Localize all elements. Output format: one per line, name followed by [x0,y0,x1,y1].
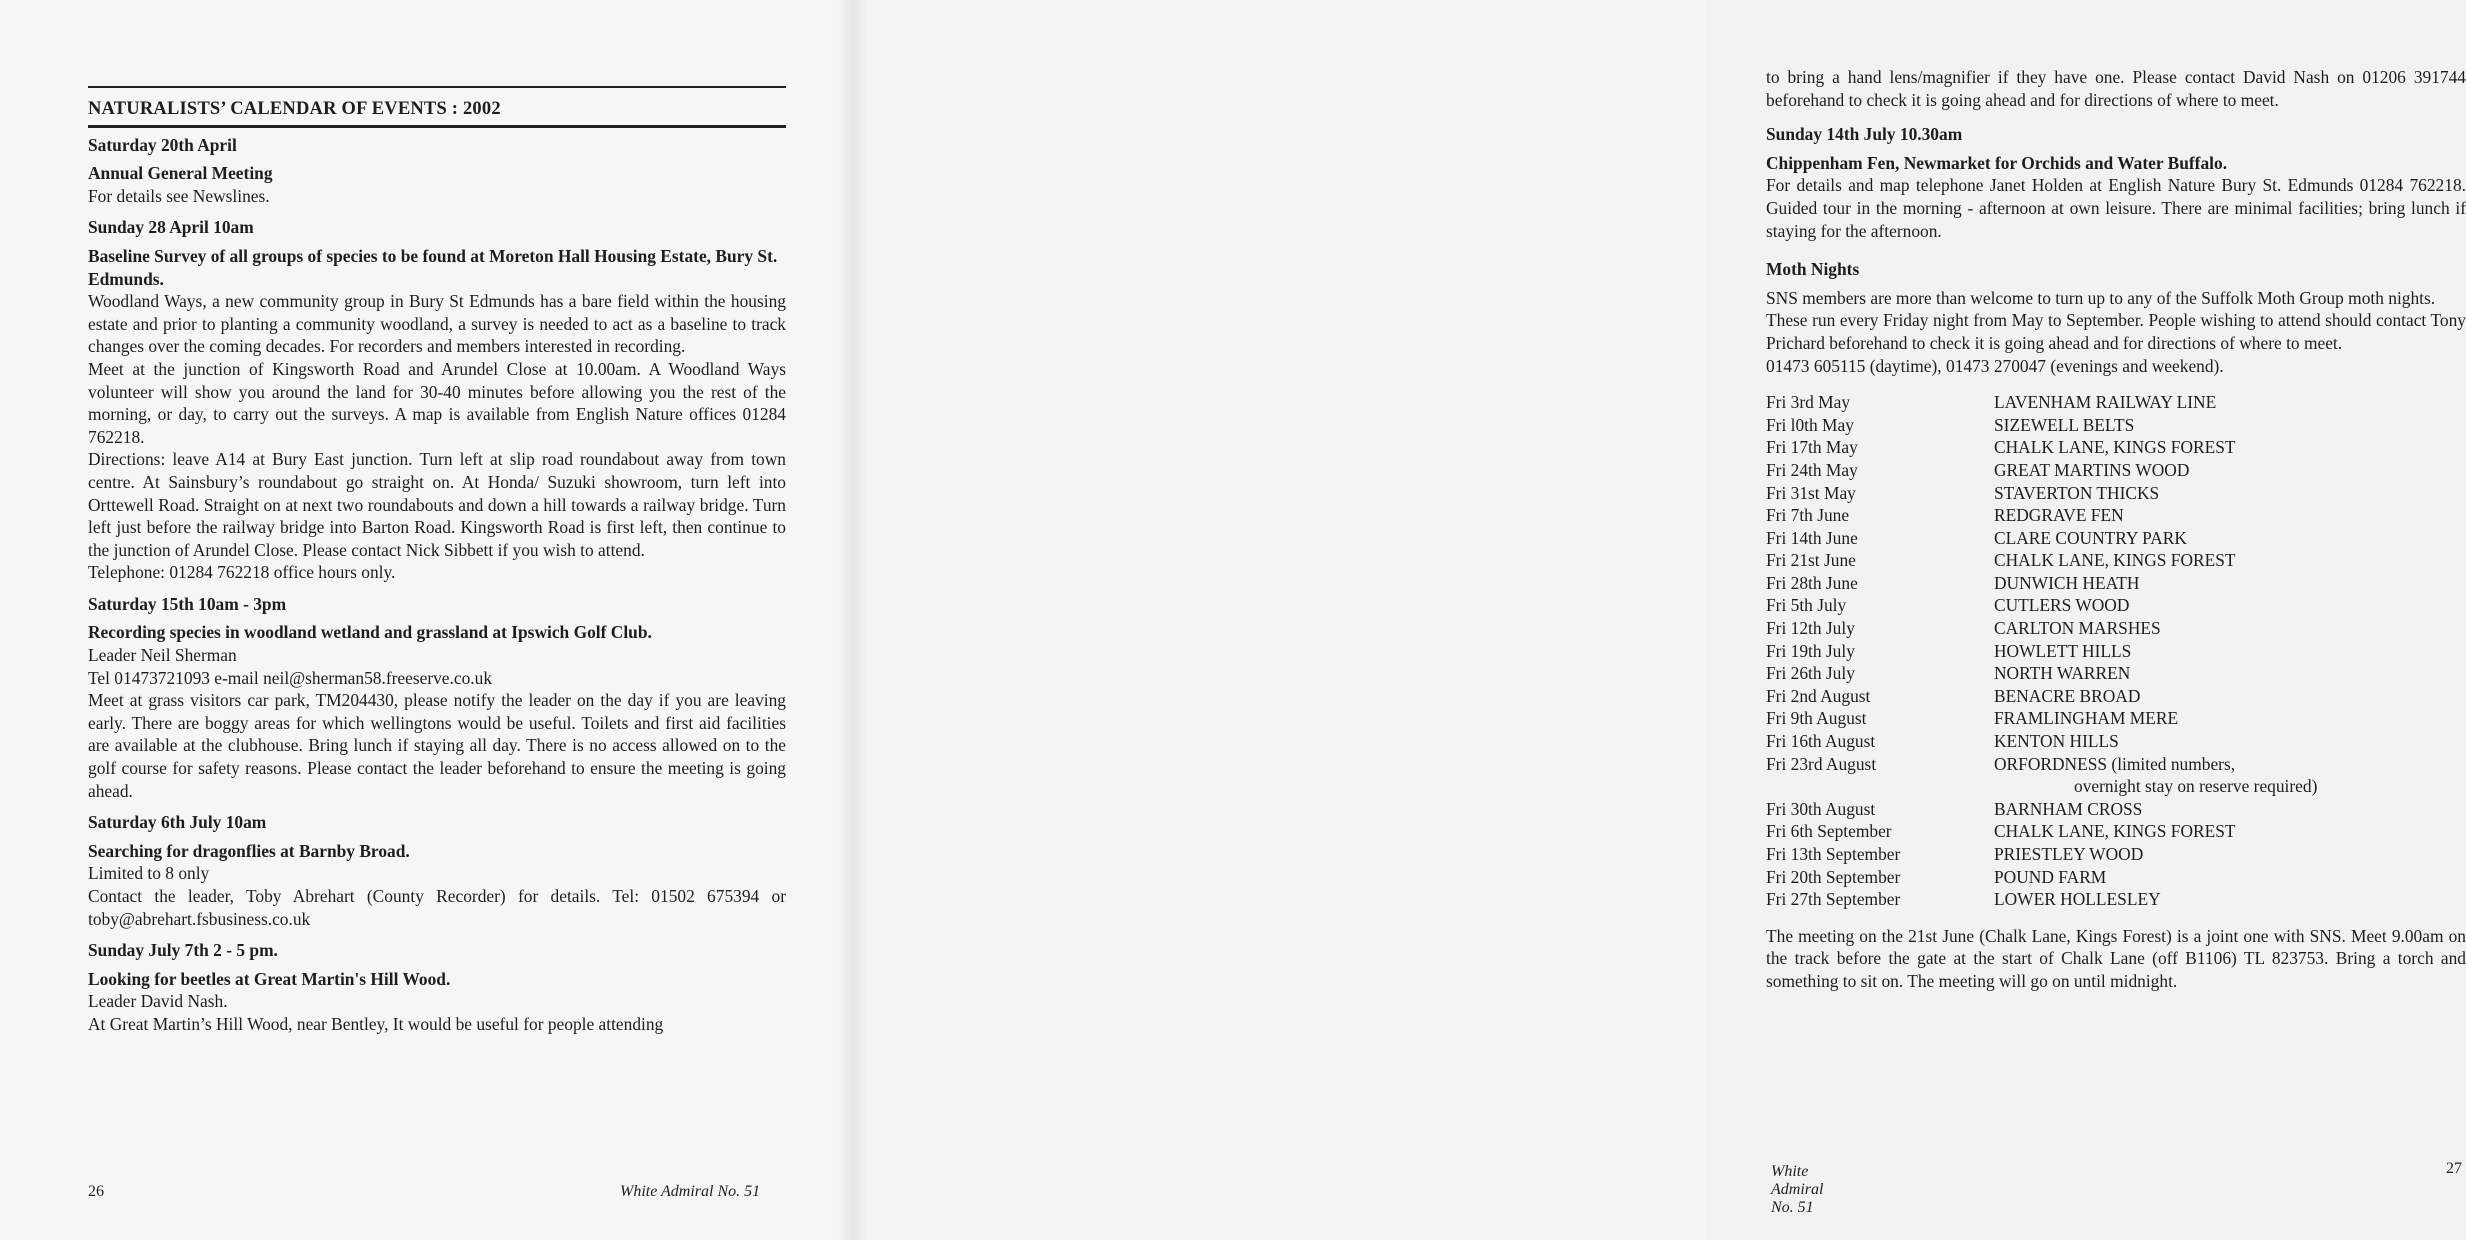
event-text: Contact the leader, Toby Abrehart (County Recorder) for details. Tel: 01502 675394 or toby@abrehart.fsbusiness.co.uk [88,886,786,929]
continued-text: to bring a hand lens/magnifier if they have one. Please contact David Nash on 01206 391744 beforehand to check it is going ahead and for directions of where to meet. [1766,67,2466,110]
schedule-row [1766,798,2466,821]
left-column [88,86,786,1045]
schedule-row [1766,888,2466,911]
calendar-heading: NATURALISTS’ CALENDAR OF EVENTS : 2002 [88,86,786,128]
event-beetles [88,939,786,1035]
schedule-row [1766,594,2466,617]
event-text: Meet at grass visitors car park, TM204430, please notify the leader on the day if you are leaving early. There are boggy areas for which wellingtons would be useful. Toilets and first aid facilities are available at the clubhouse. Bring lunch if staying all day. There is no access allowed on to the golf course for safety reasons. Please contact the leader beforehand to ensure the meeting is going ahead. [88,690,786,801]
schedule-date: Fri 19th July [1766,640,1855,661]
event-text: At Great Martin’s Hill Wood, near Bentley, It would be useful for people attending [88,1013,664,1034]
schedule-row [1766,436,2466,459]
event-text: Directions: leave A14 at Bury East junction. Turn left at slip road roundabout away from town centre. At Sainsbury’s roundabout go straight on. At Honda/ Suzuki showroom, turn left into Orttewell Road. Straight on at next two roundabouts and down a hill towards a railway bridge. Turn left just before the railway bridge into Barton Road. Kingsworth Road is first left, then continue to the junction of Arundel Close. Please contact Nick Sibbett if you wish to attend. [88,449,786,560]
schedule-date: Fri 5th July [1766,595,1847,616]
schedule-location: FRAMLINGHAM MERE [1994,708,2179,729]
schedule-note: overnight stay on reserve required) [2074,776,2318,797]
schedule-location: POUND FARM [1994,866,2107,887]
spine-shadow [838,0,868,1240]
schedule-location: SIZEWELL BELTS [1994,414,2135,435]
event-title: Searching for dragonflies at Barnby Broad. [88,840,410,861]
schedule-date: Fri 12th July [1766,618,1855,639]
event-date: Sunday July 7th 2 - 5 pm. [88,940,278,961]
event-date: Sunday 14th July 10.30am [1766,124,1963,145]
event-baseline-survey [88,216,786,584]
event-date: Saturday 15th 10am - 3pm [88,593,287,614]
schedule-row [1766,662,2466,685]
schedule-location: CHALK LANE, KINGS FOREST [1994,437,2236,458]
schedule-row-note [1766,775,2466,798]
moth-contact: 01473 605115 (daytime), 01473 270047 (evenings and weekend). [1766,355,2224,376]
schedule-date: Fri 30th August [1766,798,1876,819]
schedule-row [1766,730,2466,753]
schedule-location: CARLTON MARSHES [1994,618,2161,639]
event-dragonflies [88,811,786,930]
schedule-row [1766,866,2466,889]
schedule-location: BARNHAM CROSS [1994,798,2143,819]
schedule-date: Fri 3rd May [1766,392,1851,413]
schedule-date: Fri 17th May [1766,437,1858,458]
left-page [0,0,853,1240]
schedule-row [1766,504,2466,527]
schedule-row [1766,617,2466,640]
event-date: Saturday 20th April [88,134,237,155]
schedule-row [1766,753,2466,776]
schedule-date: Fri 7th June [1766,505,1850,526]
event-body [88,862,786,930]
schedule-row [1766,549,2466,572]
schedule-location: ORFORDNESS (limited numbers, [1994,753,2236,774]
schedule-date: Fri 23rd August [1766,753,1877,774]
schedule-date: Fri 28th June [1766,572,1858,593]
schedule-date: Fri 20th September [1766,866,1901,887]
event-text: Tel 01473721093 e-mail neil@sherman58.freeserve.co.uk [88,667,493,688]
magazine-footer: White Admiral No. 51 [1771,1163,1824,1216]
schedule-date: Fri 26th July [1766,663,1855,684]
moth-schedule [1766,391,2466,911]
schedule-date: Fri 2nd August [1766,685,1871,706]
schedule-location: DUNWICH HEATH [1994,572,2140,593]
schedule-date: Fri 31st May [1766,482,1856,503]
schedule-location: LAVENHAM RAILWAY LINE [1994,392,2217,413]
moth-closing-note: The meeting on the 21st June (Chalk Lane, Kings Forest) is a joint one with SNS. Meet 9.00am on the track before the gate at the start of Chalk Lane (off B1106) TL 823753. Bring a torch and something to sit on. The meeting will go on until midnight. [1766,925,2466,991]
right-page [853,0,2466,1240]
schedule-row [1766,640,2466,663]
schedule-row [1766,685,2466,708]
schedule-row [1766,527,2466,550]
event-agm [88,134,786,208]
schedule-date: Fri 16th August [1766,731,1876,752]
schedule-row [1766,820,2466,843]
schedule-row [1766,414,2466,437]
event-title: Annual General Meeting [88,163,273,184]
schedule-row [1766,572,2466,595]
moth-nights-heading: Moth Nights [1766,259,1860,280]
schedule-date: Fri 24th May [1766,459,1858,480]
event-text: Leader David Nash. [88,991,228,1012]
schedule-location: STAVERTON THICKS [1994,482,2160,503]
schedule-location: BENACRE BROAD [1994,685,2141,706]
magazine-footer: White Admiral No. 51 [620,1183,761,1200]
schedule-location: CLARE COUNTRY PARK [1994,527,2187,548]
schedule-location: LOWER HOLLESLEY [1994,889,2161,910]
event-date: Saturday 6th July 10am [88,812,267,833]
page-number: 26 [88,1183,104,1200]
event-body [88,290,786,584]
schedule-location: HOWLETT HILLS [1994,640,2132,661]
schedule-date: Fri 9th August [1766,708,1867,729]
schedule-row [1766,707,2466,730]
event-text: For details and map telephone Janet Holden at English Nature Bury St. Edmunds 01284 762218. Guided tour in the morning - afternoon at own leisure. There are minimal facilities; bring lunch if staying for the afternoon. [1766,175,2466,241]
schedule-date: Fri 14th June [1766,527,1858,548]
page-number: 27 [2446,1160,2462,1177]
event-title: Baseline Survey of all groups of species to be found at Moreton Hall Housing Estate, Bury St. Edmunds. [88,245,778,289]
event-title: Looking for beetles at Great Martin's Hill Wood. [88,968,451,989]
moth-intro: SNS members are more than welcome to turn up to any of the Suffolk Moth Group moth nights. [1766,287,2436,308]
schedule-row [1766,459,2466,482]
schedule-location: PRIESTLEY WOOD [1994,844,2144,864]
event-text: Leader Neil Sherman [88,645,237,666]
event-date: Sunday 28 April 10am [88,217,254,238]
event-text: Meet at the junction of Kingsworth Road and Arundel Close at 10.00am. A Woodland Ways volunteer will show you around the land for 30-40 minutes before allowing you the rest of the morning, or day, to carry out the surveys. A map is available from English Nature offices 01284 762218. [88,358,786,447]
schedule-date: Fri 27th September [1766,889,1901,910]
schedule-location: REDGRAVE FEN [1994,505,2124,526]
schedule-date-blank [1766,775,1994,798]
schedule-location: NORTH WARREN [1994,663,2131,684]
event-body [88,185,786,208]
event-title: Recording species in woodland wetland and grassland at Ipswich Golf Club. [88,622,652,643]
event-ipswich-golf [88,593,786,802]
schedule-location: CHALK LANE, KINGS FOREST [1994,821,2236,842]
moth-intro: These run every Friday night from May to September. People wishing to attend should contact Tony Prichard beforehand to check it is going ahead and for directions of where to meet. [1766,310,2466,353]
schedule-row [1766,482,2466,505]
schedule-location: GREAT MARTINS WOOD [1994,459,2190,480]
right-column [1766,66,2466,993]
schedule-date: Fri 21st June [1766,550,1856,571]
schedule-location: CHALK LANE, KINGS FOREST [1994,550,2236,571]
event-title: Chippenham Fen, Newmarket for Orchids and Water Buffalo. [1766,152,2228,173]
schedule-location: CUTLERS WOOD [1994,595,2130,616]
schedule-row [1766,843,2466,866]
event-text: Telephone: 01284 762218 office hours only. [88,562,396,583]
event-text: Woodland Ways, a new community group in Bury St Edmunds has a bare field within the housing estate and prior to planting a community woodland, a survey is needed to act as a baseline to track changes over the coming decades. For recorders and members interested in recording. [88,291,786,357]
event-text: For details see Newslines. [88,185,270,206]
event-text: Limited to 8 only [88,863,210,884]
event-body [88,644,786,802]
schedule-date: Fri 13th September [1766,844,1901,864]
schedule-date: Fri 6th September [1766,821,1892,842]
schedule-date: Fri l0th May [1766,414,1854,435]
schedule-row [1766,391,2466,414]
event-chippenham-fen [1766,123,2466,242]
schedule-location: KENTON HILLS [1994,731,2119,752]
event-body [88,990,786,1035]
